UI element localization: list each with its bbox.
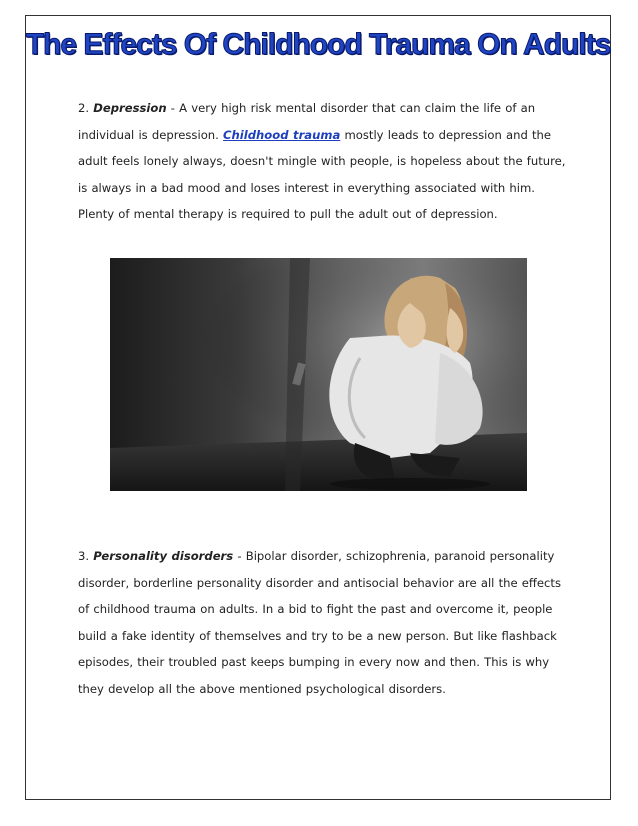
section-heading: Personality disorders [93,549,234,563]
childhood-trauma-link[interactable]: Childhood trauma [223,127,341,142]
woman-crouching-photo [110,258,527,491]
section-text: mostly leads to depression and the adult feels lonely always, doesn't mingle with people, is hopeless about the future, is always in a bad mood and loses interest in everything associated with him. Plenty of mental therapy is required to pull the adult out of depression. [78,127,566,221]
section-personality-disorders [78,543,568,702]
section-text: - A very high risk mental disorder that can claim the life of an individual is depression. [78,101,536,142]
section-text: - Bipolar disorder, schizophrenia, paranoid personality disorder, borderline personality disorder and antisocial behavior are all the effects of childhood trauma on adults. In a bid to fight the past and overcome it, people build a fake identity of themselves and try to be a new person. But like flashback episodes, their troubled past keeps bumping in every now and then. This is why they develop all the above mentioned psychological disorders. [78,549,562,696]
section-number: 2. [78,101,90,115]
section-number: 3. [78,549,90,563]
document-title: The Effects Of Childhood Trauma On Adults [25,28,611,61]
section-depression [78,95,568,228]
section-heading: Depression [93,101,167,115]
